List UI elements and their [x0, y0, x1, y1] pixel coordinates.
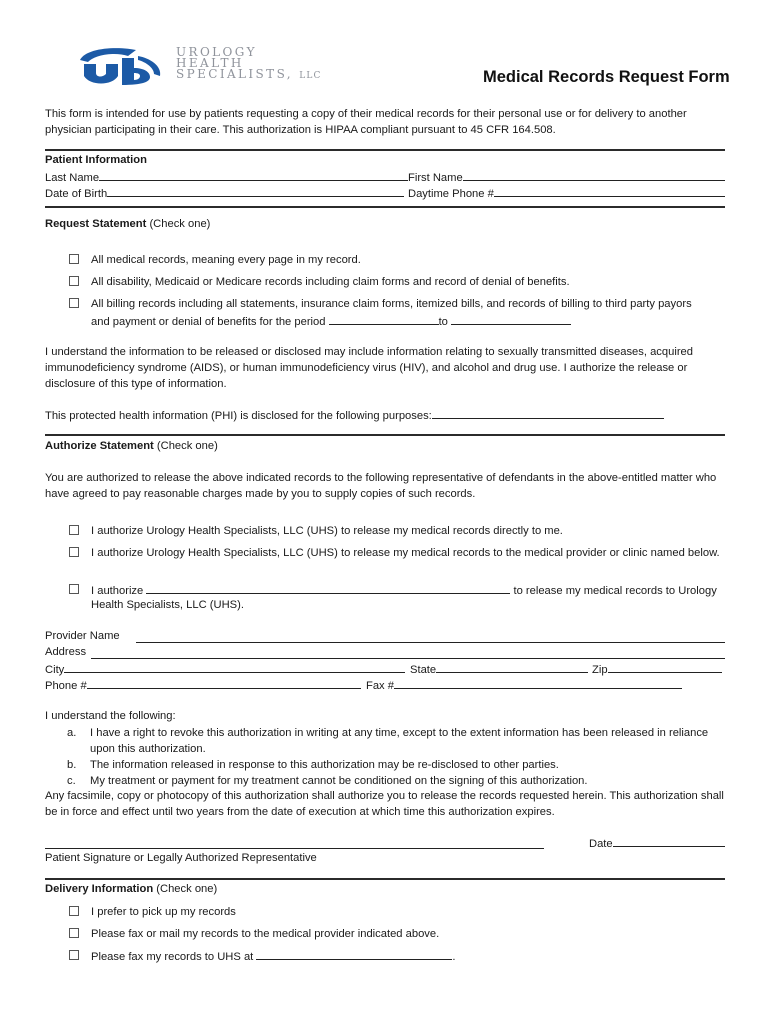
section-divider — [45, 878, 725, 880]
terms-list — [45, 725, 735, 789]
authorize-option-to-me: I authorize Urology Health Specialists, LLC (UHS) to release my medical records directly to me. — [91, 525, 563, 537]
request-checkbox-disability[interactable] — [69, 276, 79, 286]
disclosure-understanding-text: I understand the information to be released or disclosed may include information relating to sexually transmitted diseases, acquired immunodeficiency syndrome (AIDS), or human immunodeficiency virus (HIV), and alcohol and drug use. I authorize the release or disclosure of this type of information. — [45, 346, 693, 390]
authorize-party-field[interactable] — [146, 582, 510, 594]
request-option-all-records: All medical records, meaning every page in my record. — [91, 254, 361, 266]
logo-wordmark: UROLOGY HEALTH SPECIALISTS, LLC — [176, 45, 322, 81]
state-field[interactable] — [436, 661, 588, 673]
city-field[interactable] — [64, 661, 405, 673]
period-from-field[interactable] — [329, 313, 439, 325]
authorize-heading: Authorize Statement (Check one) — [45, 440, 218, 452]
phone-row: Daytime Phone # — [408, 185, 725, 202]
request-heading: Request Statement (Check one) — [45, 218, 211, 230]
uhs-logo — [76, 46, 376, 86]
authorize-option-to-uhs: I authorize to release my medical records to Urology — [91, 582, 717, 599]
intro-text: This form is intended for use by patients requesting a copy of their medical records for their personal use or for delivery to another physician participating in their care. This authorization is HIPAA compliant pursuant to 45 CFR 164.508. — [45, 108, 687, 136]
signature-date-field[interactable] — [613, 835, 725, 847]
fax-field[interactable] — [394, 677, 682, 689]
delivery-option-provider: Please fax or mail my records to the medical provider indicated above. — [91, 928, 440, 940]
request-checkbox-billing[interactable] — [69, 298, 79, 308]
delivery-option-pickup: I prefer to pick up my records — [91, 906, 236, 918]
facsimile-text: Any facsimile, copy or photocopy of this authorization shall authorize you to release the records requested herein. This authorization shall be in force and effect until two years from the date of execution at which time this authorization expires. — [45, 790, 724, 818]
authorize-checkbox-to-me[interactable] — [69, 525, 79, 535]
state-row: State — [410, 661, 588, 678]
last-name-row: Last Name — [45, 169, 408, 186]
authorize-option-to-provider: I authorize Urology Health Specialists, LLC (UHS) to release my medical records to the medical provider or clinic named below. — [91, 547, 720, 559]
list-item: c. My treatment or payment for my treatment cannot be conditioned on the signing of this authorization. — [67, 775, 588, 787]
delivery-checkbox-pickup[interactable] — [69, 906, 79, 916]
zip-field[interactable] — [608, 661, 722, 673]
provider-phone-field[interactable] — [87, 677, 361, 689]
request-option-billing: All billing records including all statements, insurance claim forms, itemized bills, and records of billing to third party payors — [91, 298, 692, 310]
authorize-intro-text: You are authorized to release the above indicated records to the following representative of defendants in the above-entitled matter who have agreed to pay reasonable charges made by you to supply copies of such records. — [45, 472, 717, 500]
dob-row: Date of Birth — [45, 185, 404, 202]
authorize-checkbox-to-provider[interactable] — [69, 547, 79, 557]
provider-phone-row: Phone # — [45, 677, 361, 694]
terms-intro: I understand the following: — [45, 710, 176, 722]
request-checkbox-all-records[interactable] — [69, 254, 79, 264]
authorize-option-to-uhs-cont: Health Specialists, LLC (UHS). — [91, 599, 244, 611]
provider-name-label: Provider Name — [45, 630, 120, 642]
section-divider — [45, 434, 725, 436]
list-item: a. I have a right to revoke this authorization in writing at any time, except to the extent information has been released in reliance upon this authorization. — [67, 727, 709, 755]
address-label: Address — [45, 646, 87, 658]
request-option-disability: All disability, Medicaid or Medicare records including claim forms and record of denial of benefits. — [91, 276, 570, 288]
last-name-field[interactable] — [99, 169, 408, 181]
first-name-field[interactable] — [463, 169, 725, 181]
delivery-checkbox-fax-uhs[interactable] — [69, 950, 79, 960]
fax-row: Fax # — [366, 677, 682, 694]
section-divider — [45, 149, 725, 151]
dob-field[interactable] — [107, 185, 404, 197]
authorize-checkbox-to-uhs[interactable] — [69, 584, 79, 594]
signature-date-row: Date — [589, 835, 725, 852]
daytime-phone-field[interactable] — [494, 185, 725, 197]
period-to-field[interactable] — [451, 313, 571, 325]
uhs-logo-mark — [76, 46, 168, 86]
patient-info-heading: Patient Information — [45, 154, 147, 166]
list-item: b. The information released in response to this authorization may be re-disclosed to other parties. — [67, 759, 559, 771]
section-divider — [45, 206, 725, 208]
phi-purpose-row: This protected health information (PHI) is disclosed for the following purposes: — [45, 407, 664, 424]
zip-row: Zip — [592, 661, 722, 678]
form-title: Medical Records Request Form — [483, 68, 730, 86]
delivery-option-fax-uhs: Please fax my records to UHS at . — [91, 948, 456, 965]
billing-period-row: and payment or denial of benefits for the period to — [91, 313, 571, 330]
provider-name-field[interactable] — [136, 631, 725, 643]
first-name-row: First Name — [408, 169, 725, 186]
city-row: City — [45, 661, 405, 678]
signature-caption: Patient Signature or Legally Authorized Representative — [45, 852, 317, 864]
address-field[interactable] — [91, 647, 725, 659]
uhs-fax-field[interactable] — [256, 948, 452, 960]
delivery-heading: Delivery Information (Check one) — [45, 883, 218, 895]
signature-field[interactable] — [45, 837, 544, 849]
delivery-checkbox-provider[interactable] — [69, 928, 79, 938]
phi-purpose-field[interactable] — [432, 407, 664, 419]
